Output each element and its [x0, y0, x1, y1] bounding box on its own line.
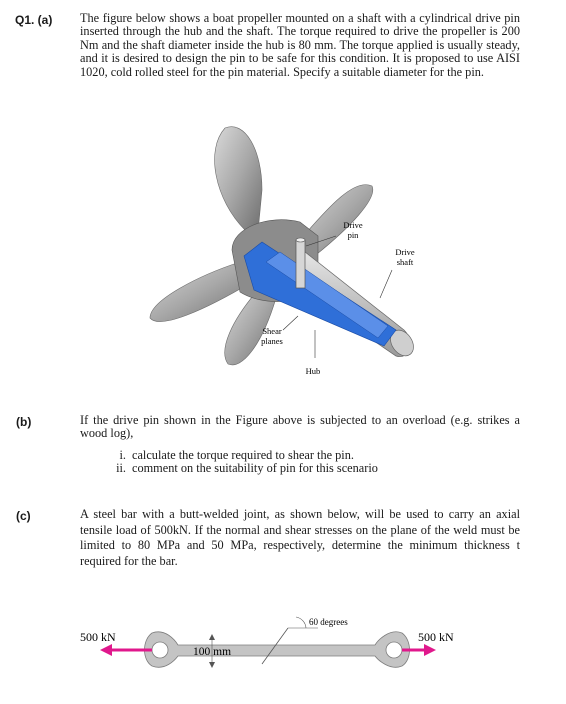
- list-item: ii. comment on the suitability of pin for this scenario: [116, 461, 378, 476]
- bar-eye-right: [386, 642, 402, 658]
- question-1c-text: A steel bar with a butt-welded joint, as shown below, will be used to carry an axial tensile load of 500kN. If the normal and shear stresses on the plane of the weld must be limited to 80 MPa and 50 MPa, respectively, determine the minimum thickness t required for the bar.: [80, 507, 520, 568]
- steel-bar: [145, 632, 410, 667]
- question-1a-text: The figure below shows a boat propeller mounted on a shaft with a cylindrical drive pin inserted through the hub and the shaft. The torque required to drive the propeller is 200 Nm and the shaft diameter inside the hub is 80 mm. The torque applied is usually steady, and it is desired to design the pin to be safe for this condition. It is proposed to use AISI 1020, cold rolled steel for the pin material. Specify a suitable diameter for the pin.: [80, 11, 520, 79]
- question-1a-label: Q1. (a): [15, 13, 53, 27]
- list-item: i. calculate the torque required to shear the pin.: [119, 448, 354, 462]
- question-1c-label: (c): [16, 509, 31, 523]
- drive-pin-label: Drive pin: [343, 220, 363, 240]
- angle-label: 60 degrees: [309, 617, 348, 627]
- shear-planes-label: Shear planes: [261, 326, 283, 346]
- bar-eye-left: [152, 642, 168, 658]
- hub-label: Hub: [305, 366, 321, 376]
- question-1b-text: If the drive pin shown in the Figure above is subjected to an overload (e.g. strikes a wood log),: [80, 413, 520, 441]
- width-label: 100 mm: [193, 646, 232, 658]
- load-right-label: 500 kN: [418, 630, 454, 644]
- drive-shaft-label: Drive shaft: [395, 247, 415, 267]
- question-1b-label: (b): [16, 415, 32, 429]
- load-left-label: 500 kN: [80, 630, 116, 644]
